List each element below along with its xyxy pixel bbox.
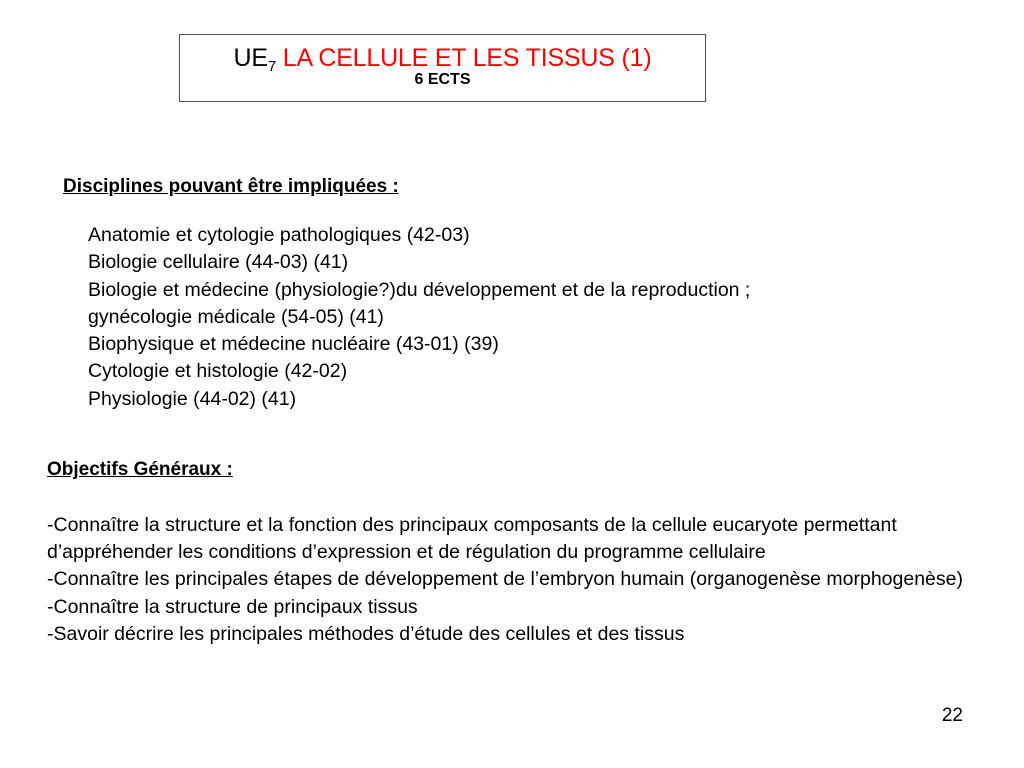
discipline-item: Biophysique et médecine nucléaire (43-01) (39): [88, 333, 499, 356]
discipline-item: Cytologie et histologie (42-02): [88, 360, 348, 383]
discipline-item: gynécologie médicale (54-05) (41): [88, 305, 384, 328]
objective-item: -Connaître les principales étapes de développement de l’embryon humain (organogenèse morphogenèse): [47, 568, 963, 591]
discipline-item: Biologie et médecine (physiologie?)du développement et de la reproduction ;: [88, 278, 751, 301]
discipline-item: Biologie cellulaire (44-03) (41): [88, 251, 349, 274]
objectives-heading: Objectifs Généraux :: [47, 459, 233, 480]
course-credits: 6 ECTS: [414, 71, 471, 88]
objective-item: -Savoir décrire les principales méthodes d’étude des cellules et des tissus: [47, 622, 685, 645]
discipline-item: Physiologie (44-02) (41): [88, 387, 297, 410]
slide-title: [180, 43, 705, 73]
objectives-list: [47, 512, 987, 648]
course-name: LA CELLULE ET LES TISSUS (1): [282, 44, 652, 72]
disciplines-list: [88, 222, 750, 413]
course-code-subscript: 7: [267, 58, 277, 75]
title-box: [179, 34, 706, 102]
objective-item: -Connaître la structure de principaux tissus: [47, 595, 418, 618]
discipline-item: Anatomie et cytologie pathologiques (42-03): [88, 224, 470, 246]
objective-item: -Connaître la structure et la fonction des principaux composants de la cellule eucaryote permettant d’appréhender les conditions d’expression et de régulation du programme cellulaire: [47, 514, 897, 564]
course-code: $UE_7$: [233, 44, 277, 75]
page-number: 22: [941, 705, 963, 726]
disciplines-heading: Disciplines pouvant être impliquées :: [63, 176, 399, 197]
